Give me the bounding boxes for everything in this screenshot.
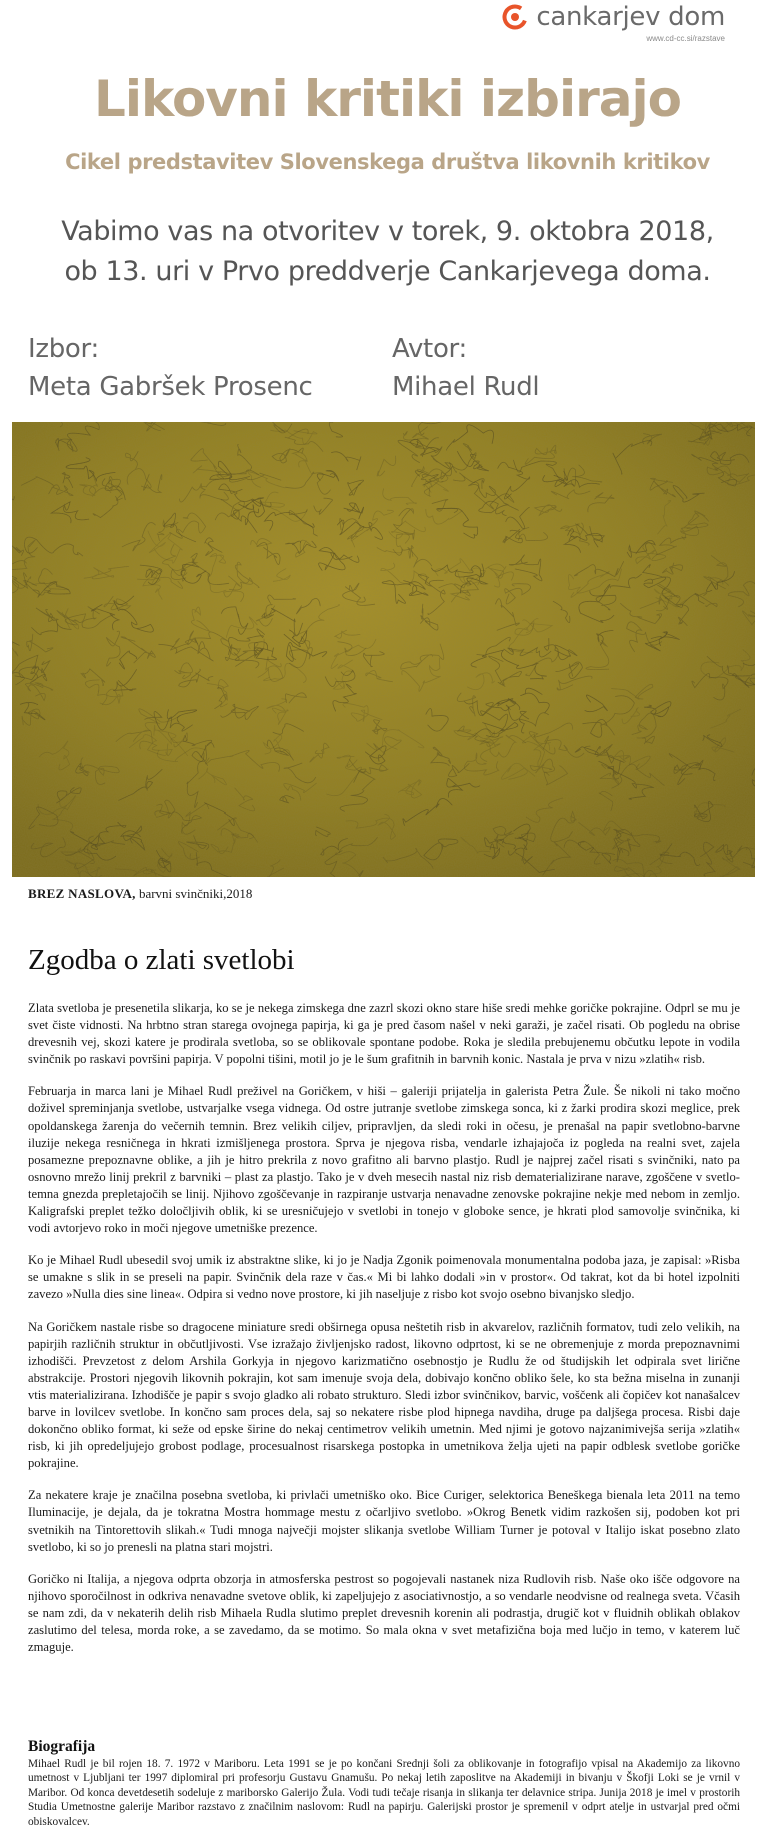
article-paragraph: Goričko ni Italija, a njegova odprta obzorja in atmosferska pestrost so pogojevali nastanek niza Rudlovih risb. Naše oko išče odgovore na njihovo sporočilnost in odkriva nenavadne svetove oblik, ki zapeljujejo z asociativnostjo, a so vendarle neodvisne od realnega sveta. Včasih se nam zdi, da v nekaterih delih risb Mihaela Rudla slutimo preplet drevesnih korenin ali podrastja, drugič kot v fluidnih oblikah oblakov zaslutimo del telesa, morda roke, a se zavedamo, da se motimo. So mala okna v svet metafizična boja med lučjo in temo, v katerem luč zmaguje. <box>28 1571 740 1655</box>
selection-credit <box>28 330 313 406</box>
artwork-caption <box>28 886 252 902</box>
article-paragraph: Za nekatere kraje je značilna posebna svetloba, ki privlači umetniško oko. Bice Curiger, selektorica Beneškega bienala leta 2011 na temo Iluminacije, je dejala, da je tokratna Mostra hommage mestu z očarljivo svetlobo. »Okrog Benetk vidim razkošen sij, podoben kot pri svetnikih na Tintorettovih slikah.« Tudi mnoga največji mojster slikanja svetlobe William Turner je potoval v Italijo iskat posebno zlato svetlobo, ki so jo prenesli na platna stari mojstri. <box>28 1488 740 1554</box>
invitation-line-1: Vabimo vas na otvoritev v torek, 9. oktobra 2018, <box>61 216 714 247</box>
article-paragraph: Na Goričkem nastale risbe so dragocene miniature sredi obširnega opusa neštetih risb in akvarelov, različnih formatov, tudi zelo velikih, na papirjih različnih struktur in občutljivosti. Vse izražajo življenjsko radost, likovno odprtost, ki se ne obremenjuje z morda prepoznavnimi izhodišči. Prevzetost z delom Arshila Gorkyja in njegovo karizmatično osebnostjo je Rudlu že od študijskih let odpirala svet lirične abstrakcije. Prostori njegovih likovnih pokrajin, kot sam imenuje svoja dela, dobivajo končno obliko šele, ko sta bežna miselna in zunanji vtis materializirana. Izhodišče je papir s svojo gladko ali robato strukturo. Sledi izbor svinčnikov, barvic, voščenk ali čopičev kot nanašalcev barve in lovilcev svetlobe. In končno sam proces dela, saj so nekatere risbe plod hipnega navdiha, druge pa daljšega procesa. Risbi daje dokončno obliko format, ki seže od epske širine do nekaj centimetrov velikih umetnin. Med njimi je gotovo najzanimivejša serija »zlatih« risb, ki jih opredeljujejo grobost podlage, procesualnost risarskega postopka in umetnikova želja ujeti na papir odblesk svetlobe goričke pokrajine. <box>28 1319 740 1471</box>
artwork-image <box>12 422 755 877</box>
author-name: Mihael Rudl <box>392 372 540 402</box>
artwork-medium: barvni svinčniki,2018 <box>135 886 253 901</box>
article-paragraph: Februarja in marca lani je Mihael Rudl preživel na Goričkem, v hiši – galeriji prijatelja in galerista Petra Žule. Še nikoli ni tako močno doživel spreminjanja svetlobe, ustvarjalke vsega vidnega. Od ostre jutranje svetlobe zimskega sonca, ki z žarki prodira skozi meglice, prek opoldanskega žarenja do večernih temnin. Brez velikih ciljev, pripravljen, da sledi roki in očesu, je prenašal na papir svetlobno-barvne iluzije nekega resničnega in hkrati izmišljenega prostora. Sprva je njegova risba, vendarle izhajajoča iz pogleda na realni svet, zajela posamezne prepoznavne oblike, a jih je hitro prekrila z novo grafitno ali barvno plastjo. Rudl je najprej začel risati s svinčniki, nato pa osnovno mrežo linij prekril z barvniki – plast za plastjo. Tako je v dveh mesecih nastal niz risb dematerializirane narave, zgoščene v svetlo-temna gnezda prepletajočih se linij. Njihovo zgoščevanje in razpiranje ustvarja nenavadne zenovske pokrajine nekje med nebom in zemljo. Kaligrafski preplet težko določljivih oblik, ki se uresničujejo v svetlobi in tonejo v globoke sence, je hkrati plod samovolje svinčnika, ki vodi avtorjevo roko in moči njegove umetniške prezence. <box>28 1084 740 1236</box>
artwork-title: BREZ NASLOVA, <box>28 886 136 901</box>
selection-label: Izbor: <box>28 334 99 364</box>
selection-name: Meta Gabršek Prosenc <box>28 372 313 402</box>
biography-heading: Biografija <box>28 1738 96 1755</box>
article-heading: Zgodba o zlati svetlobi <box>28 944 295 976</box>
page-subtitle: Cikel predstavitev Slovenskega društva likovnih kritikov <box>65 150 710 174</box>
author-label: Avtor: <box>392 334 467 364</box>
biography-text: Mihael Rudl je bil rojen 18. 7. 1972 v Mariboru. Leta 1991 se je po končani Srednji šoli za oblikovanje in fotografijo vpisal na Akademijo za likovno umetnost v Ljubljani ter 1997 diplomiral pri profesorju Gustavu Gnamušu. Po nekaj letih zaposlitve na Akademiji in bivanju v Škofji Loki se je vrnil v Maribor. Od konca devetdesetih sodeluje z mariborsko Galerijo Žula. Vodi tudi tečaje risanja in slikanja ter delavnice stripa. Junija 2018 je imel v prostorih Studia Umetnostne galerije Maribor razstavo z značilnim naslovom: Rudl na papirju. Galerijski prostor je spremenil v odprt atelje in ustvarjal pred očmi obiskovalcev. <box>28 1758 740 1828</box>
article-body <box>28 1000 740 1671</box>
brand-url[interactable]: www.cd-cc.si/razstave <box>646 34 725 43</box>
cankarjev-dom-logo-icon <box>502 4 528 30</box>
author-credit <box>392 330 539 406</box>
brand-name: cankarjev dom <box>536 2 725 32</box>
brand-logo[interactable] <box>502 2 725 32</box>
article-paragraph: Zlata svetloba je presenetila slikarja, ko se je nekega zimskega dne zazrl skozi okno stare hiše sredi mehke goričke pokrajine. Odprl se mu je svet čiste vidnosti. Na hrbtno stran starega ovojnega papirja, ki ga je pred časom našel v neki garaži, je začel risati. Ob pogledu na obrise drevesnih vej, skozi katere je prodirala svetloba, so se oblikovale spontane podobe. Roka je sledila prebujenemu občutku lepote in vodila svinčnik po raskavi površini papirja. V popolni tišini, motil jo je le šum grafitnih in barvnih konic. Nastala je prva v nizu »zlatih« risb. <box>28 1001 740 1067</box>
page-title: Likovni kritiki izbirajo <box>94 70 681 128</box>
artwork-drawing <box>12 422 755 877</box>
article-paragraph: Ko je Mihael Rudl ubesedil svoj umik iz abstraktne slike, ki jo je Nadja Zgonik poimenovala monumentalna podoba jaza, je zapisal: »Risba se umakne s slik in se preseli na papir. Svinčnik dela raze v čas.« Mi bi lahko dodali »in v prostor«. Od takrat, kot da bi hotel izpolniti zavezo »Nulla dies sine linea«. Odpira si vedno nove prostore, ki jih naseljuje z risbo kot svojo osebno bivanjsko sledjo. <box>28 1253 740 1302</box>
invitation-text <box>0 212 775 292</box>
invitation-line-2: ob 13. uri v Prvo preddverje Cankarjevega doma. <box>64 256 711 287</box>
